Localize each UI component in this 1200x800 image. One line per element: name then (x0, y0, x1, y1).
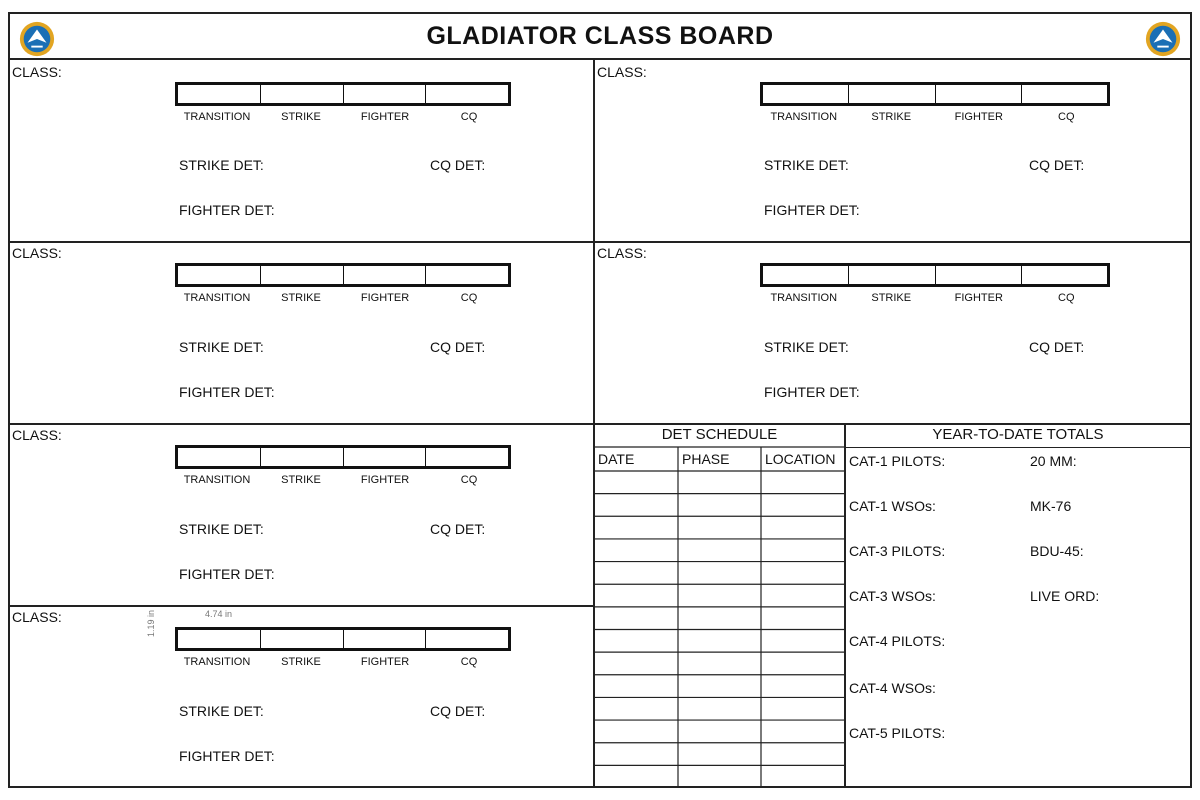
ytd-cat4-pilots: CAT-4 PILOTS: (849, 633, 946, 649)
phase-label: TRANSITION (770, 111, 838, 123)
class-label: CLASS: (12, 245, 62, 261)
phase-column-header: PHASE (682, 451, 730, 467)
date-column-header: DATE (598, 451, 635, 467)
phase-label: STRIKE (281, 656, 321, 668)
class-board (8, 12, 1192, 788)
ytd-mk76: MK-76 (1030, 498, 1072, 514)
squadron-logo-right-icon (1144, 20, 1182, 58)
cq-det-label: CQ DET: (430, 521, 486, 537)
ytd-live-ord: LIVE ORD: (1030, 588, 1100, 604)
phase-label: STRIKE (871, 292, 912, 304)
phase-label: TRANSITION (183, 656, 251, 668)
phase-label: FIGHTER (360, 474, 410, 486)
phase-labels (760, 292, 1110, 304)
phase-labels (175, 292, 511, 304)
class-label: CLASS: (12, 609, 62, 625)
class-block (10, 607, 593, 788)
board-title: GLADIATOR CLASS BOARD (426, 22, 774, 50)
phase-label: CQ (460, 656, 478, 668)
fighter-det-label: FIGHTER DET: (179, 566, 275, 582)
class-label: CLASS: (597, 64, 647, 80)
class-block (595, 243, 1190, 423)
ytd-title-divider (846, 447, 1190, 448)
class-block (10, 425, 593, 605)
cq-det-label: CQ DET: (430, 339, 486, 355)
class-block (595, 62, 1190, 241)
phase-labels (760, 111, 1110, 123)
phase-labels (175, 656, 511, 668)
class-block (10, 243, 593, 423)
ytd-totals-title: YEAR-TO-DATE TOTALS (932, 426, 1104, 443)
location-column-header: LOCATION (765, 451, 836, 467)
phase-label: CQ (460, 292, 478, 304)
phase-label: TRANSITION (183, 111, 251, 123)
phase-label: FIGHTER (360, 111, 410, 123)
phase-label: STRIKE (281, 474, 321, 486)
phase-label: STRIKE (281, 292, 321, 304)
det-schedule-grid (595, 425, 844, 788)
strike-det-label: STRIKE DET: (764, 339, 849, 355)
class-block (10, 62, 593, 241)
strike-det-label: STRIKE DET: (179, 339, 264, 355)
strike-det-label: STRIKE DET: (179, 157, 264, 173)
ytd-cat1-pilots: CAT-1 PILOTS: (849, 453, 946, 469)
phase-label: FIGHTER (360, 656, 410, 668)
phase-label: STRIKE (871, 111, 912, 123)
phase-labels (175, 111, 511, 123)
ytd-cat3-wsos: CAT-3 WSOs: (849, 588, 936, 604)
ytd-totals-panel (846, 425, 1190, 788)
ytd-cat5-pilots: CAT-5 PILOTS: (849, 725, 946, 741)
phase-label: CQ (460, 474, 478, 486)
phase-labels (175, 474, 511, 486)
strike-det-label: STRIKE DET: (179, 521, 264, 537)
ytd-20mm: 20 MM: (1030, 453, 1077, 469)
phase-label: CQ (460, 111, 478, 123)
width-dimension-label: 4.74 in (205, 609, 233, 619)
fighter-det-label: FIGHTER DET: (764, 384, 860, 400)
phase-label: FIGHTER (360, 292, 410, 304)
phase-progress-box (175, 445, 511, 469)
ytd-cat4-wsos: CAT-4 WSOs: (849, 680, 936, 696)
strike-det-label: STRIKE DET: (764, 157, 849, 173)
schedule-ytd-divider (844, 423, 846, 788)
phase-label: STRIKE (281, 111, 321, 123)
phase-progress-box (175, 263, 511, 287)
ytd-bdu45: BDU-45: (1030, 543, 1084, 559)
cq-det-label: CQ DET: (1029, 339, 1085, 355)
phase-label: CQ (1058, 111, 1075, 123)
fighter-det-label: FIGHTER DET: (764, 202, 860, 218)
class-label: CLASS: (12, 64, 62, 80)
fighter-det-label: FIGHTER DET: (179, 748, 275, 764)
strike-det-label: STRIKE DET: (179, 703, 264, 719)
height-dimension-label: 1.19 in (146, 609, 156, 637)
det-schedule-title: DET SCHEDULE (661, 426, 778, 443)
ytd-cat1-wsos: CAT-1 WSOs: (849, 498, 936, 514)
fighter-det-label: FIGHTER DET: (179, 384, 275, 400)
phase-label: FIGHTER (954, 292, 1003, 304)
class-label: CLASS: (597, 245, 647, 261)
phase-label: FIGHTER (954, 111, 1003, 123)
cq-det-label: CQ DET: (1029, 157, 1085, 173)
phase-progress-box (175, 82, 511, 106)
cq-det-label: CQ DET: (430, 703, 486, 719)
phase-progress-box (760, 82, 1110, 106)
phase-label: CQ (1058, 292, 1075, 304)
cq-det-label: CQ DET: (430, 157, 486, 173)
class-label: CLASS: (12, 427, 62, 443)
phase-progress-box (760, 263, 1110, 287)
fighter-det-label: FIGHTER DET: (179, 202, 275, 218)
phase-label: TRANSITION (183, 474, 251, 486)
phase-progress-box (175, 627, 511, 651)
det-schedule-panel (595, 425, 844, 788)
title-bar (10, 14, 1190, 60)
phase-label: TRANSITION (183, 292, 251, 304)
phase-label: TRANSITION (770, 292, 838, 304)
ytd-cat3-pilots: CAT-3 PILOTS: (849, 543, 946, 559)
